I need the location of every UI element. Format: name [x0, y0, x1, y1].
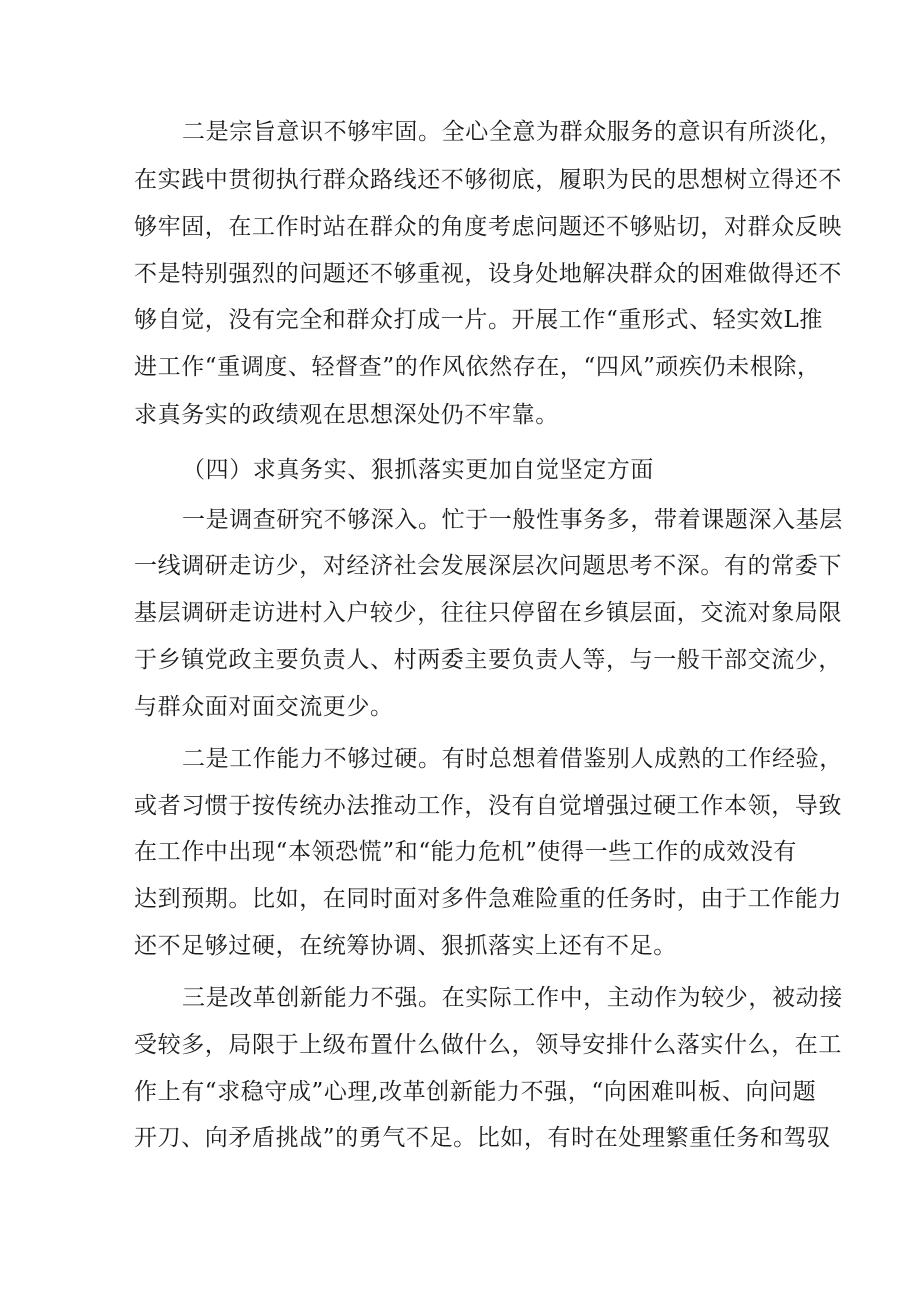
paragraph-3-line-4: 达到预期。比如，在同时面对多件急难险重的任务时，由于工作能力 [134, 886, 842, 912]
paragraph-3-line-3: 在工作中出现“本领恐慌”和“能力危机”使得一些工作的成效没有 [134, 839, 798, 865]
paragraph-4-line-4: 开刀、向矛盾挑战”的勇气不足。比如，有时在处理繁重任务和驾驭 [134, 1125, 831, 1151]
paragraph-2-line-2: 一线调研走访少，对经济社会发展深层次问题思考不深。有的常委下 [134, 553, 842, 579]
paragraph-2-line-3: 基层调研走访进村入户较少，往往只停留在乡镇层面，交流对象局限 [134, 600, 842, 626]
paragraph-3-line-5: 还不足够过硬，在统筹协调、狠抓落实上还有不足。 [134, 933, 677, 959]
paragraph-2-line-5: 与群众面对面交流更少。 [134, 694, 394, 720]
paragraph-1-line-6: 进工作“重调度、轻督查”的作风依然存在，“四风”顽疾仍未根除， [134, 354, 821, 380]
paragraph-4-line-1: 三是改革创新能力不强。在实际工作中，主动作为较少，被动接 [182, 985, 843, 1011]
paragraph-1-line-3: 够牢固，在工作时站在群众的角度考虑问题还不够贴切，对群众反映 [134, 214, 842, 240]
paragraph-1-line-2: 在实践中贯彻执行群众路线还不够彻底，履职为民的思想树立得还不 [134, 167, 842, 193]
paragraph-1-line-1: 二是宗旨意识不够牢固。全心全意为群众服务的意识有所淡化， [182, 119, 843, 145]
section-heading: （四）求真务实、狠抓落实更加自觉坚定方面 [182, 457, 654, 483]
paragraph-1-line-4: 不是特别强烈的问题还不够重视，设身处地解决群众的困难做得还不 [134, 261, 842, 287]
paragraph-4-line-2: 受较多，局限于上级布置什么做什么，领导安排什么落实什么，在工 [134, 1032, 842, 1058]
paragraph-1-line-5: 够自觉，没有完全和群众打成一片。开展工作“重形式、轻实效L推 [134, 307, 824, 333]
paragraph-3-line-1: 二是工作能力不够过硬。有时总想着借鉴别人成熟的工作经验， [182, 746, 843, 772]
paragraph-1-line-7: 求真务实的政绩观在思想深处仍不牢靠。 [134, 402, 559, 428]
paragraph-3-line-2: 或者习惯于按传统办法推动工作，没有自觉增强过硬工作本领，导致 [134, 793, 842, 819]
paragraph-4-line-3: 作上有“求稳守成”心理,改革创新能力不强，“向困难叫板、向问题 [134, 1079, 817, 1105]
paragraph-2-line-4: 于乡镇党政主要负责人、村两委主要负责人等，与一般干部交流少， [134, 647, 842, 673]
paragraph-2-line-1: 一是调查研究不够深入。忙于一般性事务多，带着课题深入基层 [182, 507, 843, 533]
